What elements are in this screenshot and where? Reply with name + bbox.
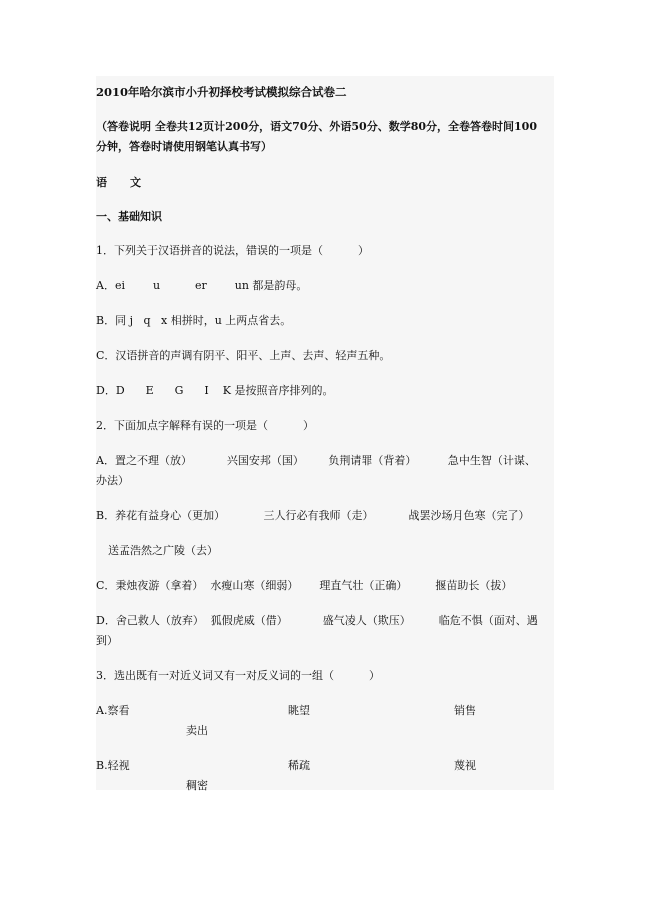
q3-option-a-word4: 卖出: [186, 724, 208, 737]
q2-option-b: B．养花有益身心（更加） 三人行必有我师（走） 战罢沙场月色寒（完了）: [96, 509, 530, 522]
section-heading: 一、基础知识: [96, 210, 162, 223]
exam-title: 2010年哈尔滨市小升初择校考试模拟综合试卷二: [96, 85, 347, 99]
q2-option-a-cont: 办法）: [96, 474, 129, 487]
subject-heading: 语 文: [96, 176, 141, 189]
instructions-line-2: 分钟，答卷时请使用钢笔认真书写）: [96, 140, 272, 153]
q3-option-b-word3: 蔑视: [454, 759, 476, 772]
q1-option-a: A．ei u er un 都是韵母。: [96, 279, 308, 292]
q2-option-d: D．舍己救人（放弃） 狐假虎威（借） 盛气凌人（欺压） 临危不惧（面对、遇: [96, 614, 538, 627]
q2-option-d-cont: 到）: [96, 634, 118, 647]
document-page: [96, 76, 554, 790]
instructions-line-1: （答卷说明 全卷共12页计200分，语文70分、外语50分、数学80分，全卷答卷时间100: [96, 120, 537, 133]
q3-stem: 3．选出既有一对近义词又有一对反义词的一组（ ）: [96, 669, 380, 682]
q2-option-c: C．秉烛夜游（拿着） 水瘦山寒（细弱） 理直气壮（正确） 揠苗助长（拔）: [96, 579, 513, 592]
q1-option-d: D．D E G I K 是按照音序排列的。: [96, 384, 334, 397]
q3-option-b-word2: 稀疏: [288, 759, 310, 772]
q1-stem: 1．下列关于汉语拼音的说法，错误的一项是（ ）: [96, 244, 369, 257]
q3-option-b-word1: B.轻视: [96, 759, 130, 772]
q2-stem: 2．下面加点字解释有误的一项是（ ）: [96, 419, 314, 432]
q3-option-b-word4: 稠密: [186, 779, 208, 792]
q3-option-a-word3: 销售: [454, 704, 476, 717]
q1-option-c: C．汉语拼音的声调有阴平、阳平、上声、去声、轻声五种。: [96, 349, 391, 362]
q3-option-a-word2: 眺望: [288, 704, 310, 717]
q3-option-a-word1: A.察看: [96, 704, 130, 717]
q1-option-b: B．同 j q x 相拼时，u 上两点省去。: [96, 314, 292, 327]
q2-option-b-cont: 送孟浩然之广陵（去）: [108, 544, 218, 557]
q2-option-a: A．置之不理（放） 兴国安邦（国） 负荆请罪（背着） 急中生智（计谋、: [96, 454, 536, 467]
